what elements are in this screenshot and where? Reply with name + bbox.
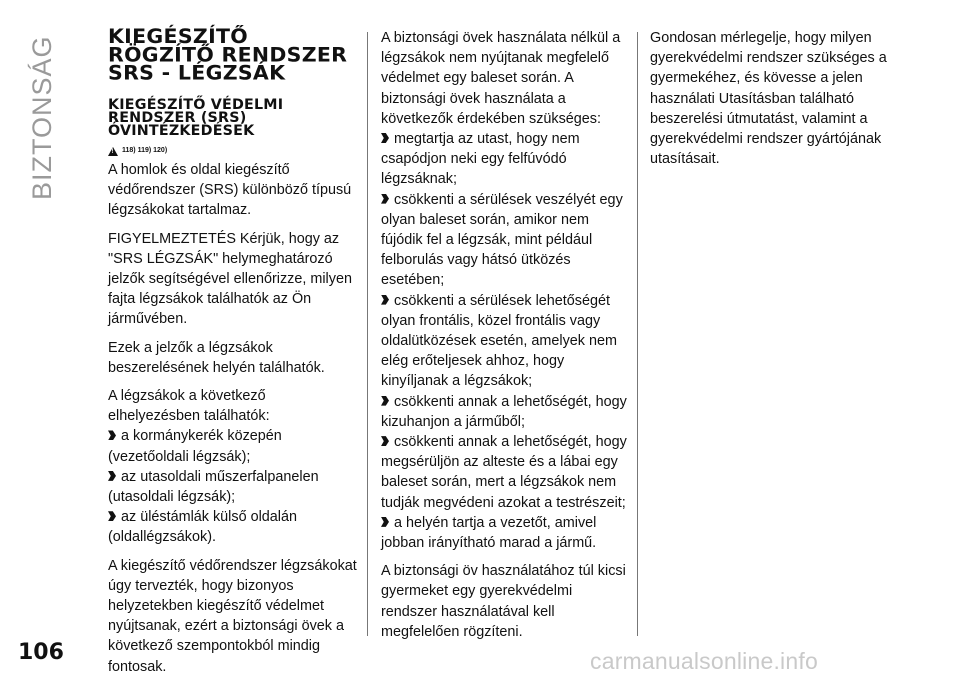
- paragraph: Ezek a jelzők a légzsákok beszerelésének helyén találhatók.: [108, 339, 325, 376]
- arrow-bullet-icon: [381, 193, 392, 205]
- list-item-text: csökkenti a sérülések lehetőségét olyan frontális, közel frontális vagy oldalütközések esetén, amelyek nem elég erőteljesek ahhoz, hogy kinyíljanak a légzsákok;: [381, 292, 617, 390]
- list-item-text: az üléstámlák külső oldalán (oldallégzsákok).: [108, 509, 297, 546]
- arrow-bullet-icon: [381, 132, 392, 144]
- arrow-bullet-icon: [108, 510, 119, 522]
- arrow-bullet-icon: [381, 435, 392, 447]
- arrow-bullet-icon: [381, 395, 392, 407]
- list-item-text: az utasoldali műszerfalpanelen (utasoldali légzsák);: [108, 468, 319, 506]
- list-item: [381, 432, 629, 513]
- section-heading: KIEGÉSZÍTŐ RÖGZÍTŐ RENDSZER SRS - LÉGZSÁK: [108, 25, 348, 85]
- arrow-bullet-icon: [108, 470, 119, 482]
- section-side-label-text: BIZTONSÁG: [27, 35, 57, 200]
- list-item: [381, 129, 629, 190]
- column-1: [108, 25, 358, 685]
- subsection-heading: KIEGÉSZÍTŐ VÉDELMI RENDSZER (SRS) ÓVINTÉZKEDÉSEK: [108, 97, 284, 139]
- list-item: [108, 467, 358, 507]
- warning-triangle-icon: [108, 147, 118, 156]
- airbag-locations-list: [108, 426, 358, 547]
- arrow-bullet-icon: [108, 429, 119, 441]
- column-divider-1: [367, 32, 368, 636]
- section-side-label: [22, 20, 82, 220]
- paragraph: A biztonsági övek használata nélkül a légzsákok nem nyújtanak megfelelő védelmet egy baleset során. A biztonsági övek használata a következők érdekében szükséges:: [381, 30, 621, 127]
- list-item: [381, 392, 629, 432]
- column-divider-2: [637, 32, 638, 636]
- list-item: [108, 507, 358, 547]
- warning-references: [108, 146, 358, 156]
- arrow-bullet-icon: [381, 516, 392, 528]
- list-item: [381, 190, 629, 291]
- page-number: 106: [18, 640, 64, 665]
- column-2: [381, 28, 629, 650]
- paragraph: A légzsákok a következő elhelyezésben találhatók:: [108, 388, 270, 425]
- paragraph: Gondosan mérlegelje, hogy milyen gyerekvédelmi rendszer szükséges a gyermekéhez, és kövesse a jelen használati Utasításban található beszerelési útmutatást, valamint a gyerekvédelmi rendszer gyártójának utasításait.: [650, 30, 887, 168]
- paragraph: FIGYELMEZTETÉS Kérjük, hogy az "SRS LÉGZSÁK" helymeghatározó jelzők segítségével ellenőrizze, milyen fajta légzsákok találhatók az Ön járművében.: [108, 230, 352, 328]
- list-item: [381, 291, 629, 392]
- paragraph: A homlok és oldal kiegészítő védőrendszer (SRS) különböző típusú légzsákokat tartalmaz.: [108, 162, 352, 219]
- list-item: [108, 426, 358, 466]
- list-item-text: a kormánykerék közepén (vezetőoldali légzsák);: [108, 428, 282, 465]
- list-item-text: csökkenti a sérülések veszélyét egy olyan baleset során, amikor nem fújódik fel a légzsák, mint például felborulás vagy hátsó ütközés esetében;: [381, 191, 623, 289]
- list-item-text: a helyén tartja a vezetőt, amivel jobban irányítható marad a jármű.: [381, 514, 597, 552]
- column-3: [650, 28, 900, 177]
- list-item-text: csökkenti annak a lehetőségét, hogy megsérüljön az alteste és a lábai egy baleset során, mert a légzsákok nem tudják megvédeni azokat a testrészeit;: [381, 434, 627, 511]
- paragraph: A biztonsági öv használatához túl kicsi gyermeket egy gyerekvédelmi rendszer használatával kell megfelelően rögzíteni.: [381, 563, 626, 640]
- list-item-text: megtartja az utast, hogy nem csapódjon neki egy felfúvódó légzsáknak;: [381, 131, 580, 188]
- list-item: [381, 513, 629, 553]
- paragraph: A kiegészítő védőrendszer légzsákokat úgy tervezték, hogy bizonyos helyzetekben kiegészítő védelmet nyújtsanak, ezért a biztonsági övek a következő szempontokból mindig fontosak.: [108, 557, 357, 675]
- watermark: carmanualsonline.info: [590, 648, 818, 674]
- list-item-text: csökkenti annak a lehetőségét, hogy kizuhanjon a járműből;: [381, 393, 627, 430]
- warning-references-text: 118) 119) 120): [122, 147, 168, 154]
- arrow-bullet-icon: [381, 294, 392, 306]
- seatbelt-benefits-list: [381, 129, 629, 553]
